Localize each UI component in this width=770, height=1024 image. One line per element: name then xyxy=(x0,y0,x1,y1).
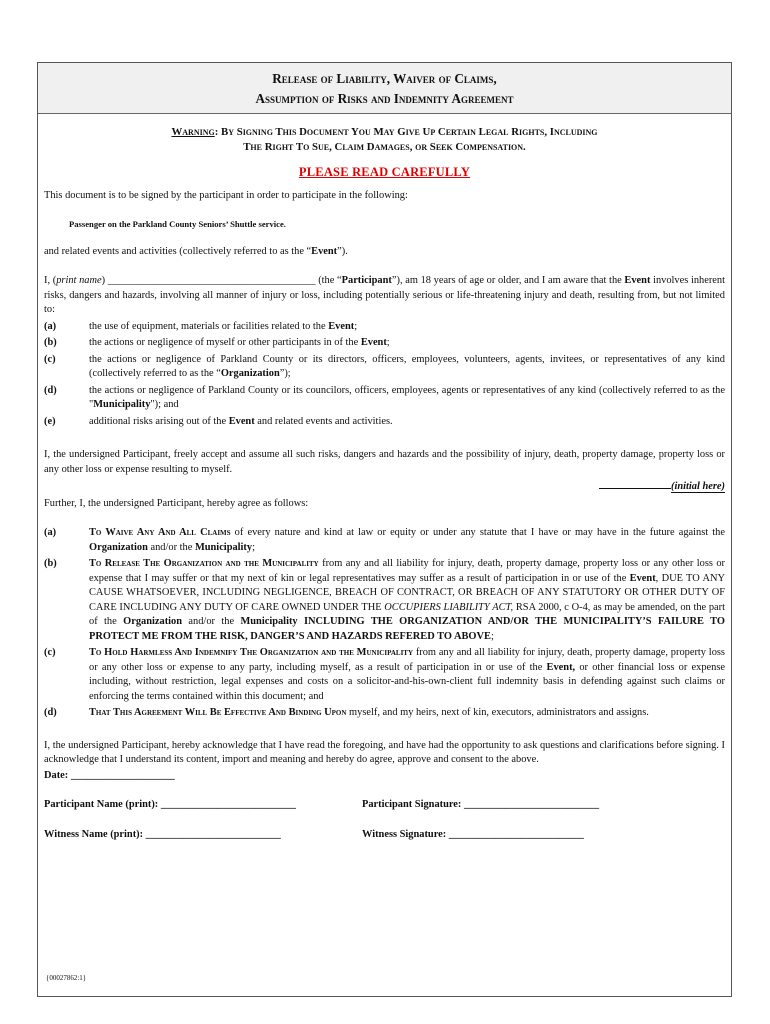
further-agree-text: Further, I, the undersigned Participant, hereby agree as follows: xyxy=(44,497,309,509)
please-read-heading: PLEASE READ CAREFULLY xyxy=(298,165,471,179)
initial-field[interactable] xyxy=(44,478,725,495)
list-item: (a) To Waive Any And All Claims of every nature and kind at law or equity or under any statute that I have or may have in the future against the Organization and/or the Municipality; xyxy=(44,527,725,553)
intro-text: This document is to be signed by the participant in order to participate in the following: xyxy=(44,189,408,201)
warning-line-1: : By Signing This Document You May Give Up Certain Legal Rights, Including xyxy=(214,126,598,138)
participant-statement: I, (print name) ________________________________________ (the “Participant”), am 18 years of age or older, and I am aware that the Event involves inherent risks, dangers and hazards, involving all manner of injury or loss, including potentially serious or life-threatening injury and death, resulting from, but not limited to: xyxy=(44,275,726,315)
warning-block xyxy=(44,125,725,155)
title-box xyxy=(38,63,731,114)
initial-here-label: (initial here) xyxy=(671,481,725,492)
related-events-text: and related events and activities (collectively referred to as the “Event”). xyxy=(44,245,348,257)
participant-signature-field[interactable]: Participant Signature: __________________________ xyxy=(362,799,600,810)
participant-name-field[interactable]: Participant Name (print): __________________________ xyxy=(44,799,296,810)
acknowledgement-text: I, the undersigned Participant, hereby acknowledge that I have read the foregoing, and have had the opportunity to ask questions and clarifications before signing. I acknowledge that I understand its content, import and meaning and hereby do agree, approve and consent to the above. xyxy=(44,739,725,765)
list-item: (c) the actions or negligence of Parkland County or its directors, officers, employees, volunteers, agents, invitees, or representatives of any kind (collectively referred to as the “Organization”); xyxy=(44,353,725,379)
print-name-blank[interactable]: ) ________________________________________ (the “ xyxy=(101,275,342,286)
title-line-2: Assumption of Risks and Indemnity Agreement xyxy=(255,91,514,106)
document-body xyxy=(38,125,731,842)
document-code: {00027862:1} xyxy=(46,974,87,982)
warning-line-2: The Right To Sue, Claim Damages, or Seek Compensation. xyxy=(243,141,526,153)
accept-risks-text: I, the undersigned Participant, freely accept and assume all such risks, dangers and hazards and the possibility of injury, death, property damage, property loss or any other loss or expense resulting to myself. xyxy=(44,449,725,475)
list-item: (a) the use of equipment, materials or facilities related to the Event; xyxy=(44,320,358,332)
witness-signature-row xyxy=(44,828,725,843)
passenger-activity: Passenger on the Parkland County Seniors’ Shuttle service. xyxy=(69,219,286,229)
date-field[interactable]: Date: ____________________ xyxy=(44,769,175,781)
warning-label: Warning xyxy=(171,126,215,138)
list-item: (b) To Release The Organization and the Municipality from any and all liability for injury, death, property damage, property loss or any other loss or expense that I may suffer or that my next of kin or legal representatives may suffer as a result of participation in or use of the Event, DUE TO ANY CAUSE WHATSOEVER, INCLUDING NEGLIGENCE, BREACH OF CONTRACT, OR BREACH OF ANY STATUTORY OR OTHER DUTY OF CARE INCLUDING ANY DUTY OF CARE OWNED UNDER THE OCCUPIERS LIABILITY ACT, RSA 2000, c O-4, as may be amended, on the part of the Organization and/or the Municipality INCLUDING THE ORGANIZATION AND/OR THE MUNICIPALITY’S FAILURE TO PROTECT ME FROM THE RISK, DANGER’S AND HAZARDS REFERED TO ABOVE; xyxy=(44,558,726,642)
agreement-list xyxy=(44,526,725,721)
participant-signature-row xyxy=(44,798,725,813)
risk-list xyxy=(44,320,725,430)
agreement-page xyxy=(37,62,732,997)
witness-signature-field[interactable]: Witness Signature: __________________________ xyxy=(362,828,584,840)
list-item: (d) That This Agreement Will Be Effective And Binding Upon myself, and my heirs, next of kin, executors, administrators and assigns. xyxy=(44,707,649,718)
list-item: (c) To Hold Harmless And Indemnify The Organization and the Municipality from any and all liability for injury, death, property damage, property loss or any other loss or expense to any party, including myself, as a result of participation in or use of the Event, or other financial loss or expense including, without restriction, legal expenses and costs on a solicitor-and-his-own-client full indemnity basis in defending against such claims or enforcing the terms contained within this document; and xyxy=(44,647,725,702)
witness-name-field[interactable]: Witness Name (print): __________________________ xyxy=(44,828,281,840)
initial-blank[interactable] xyxy=(599,478,671,489)
title-line-1: Release of Liability, Waiver of Claims, xyxy=(272,71,497,86)
list-item: (b) the actions or negligence of myself or other participants in of the Event; xyxy=(44,337,390,348)
list-item: (d) the actions or negligence of Parkland County or its councilors, officers, employees, agents or representatives of any kind (collectively referred to as the "Municipality"); and xyxy=(44,384,725,410)
list-item: (e) additional risks arising out of the Event and related events and activities. xyxy=(44,415,393,427)
